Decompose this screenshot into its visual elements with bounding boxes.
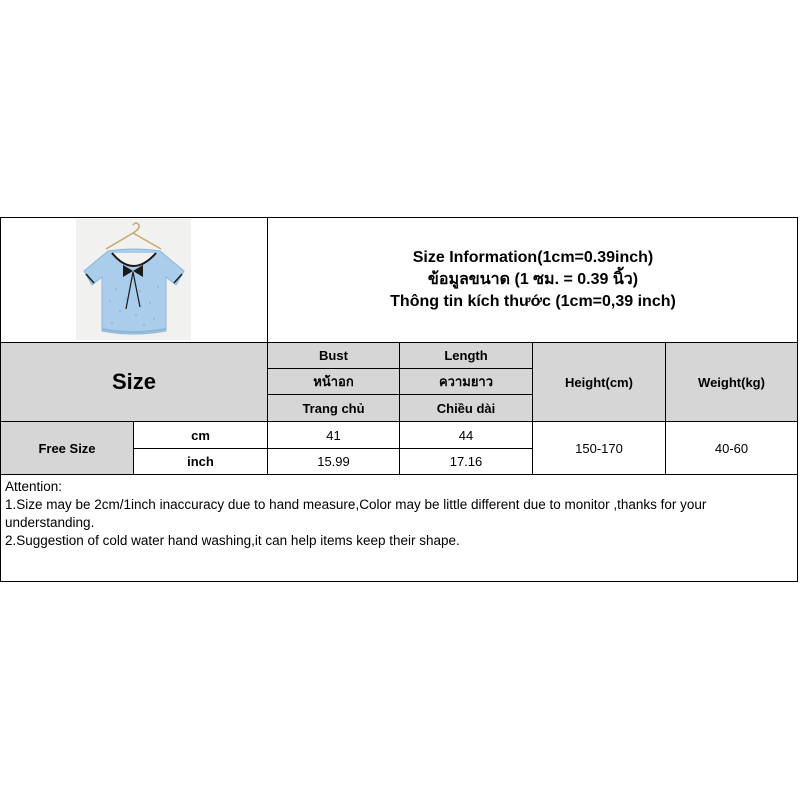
length-label-en: Length <box>444 348 488 363</box>
bust-label-en: Bust <box>319 348 348 363</box>
free-size-label <box>0 421 134 475</box>
weight-header <box>665 342 798 422</box>
attention-notes <box>0 474 798 582</box>
bust-header-vi <box>267 394 400 422</box>
length-header-th <box>399 368 533 395</box>
bust-header-en <box>267 342 400 369</box>
bust-inch-value <box>267 448 400 475</box>
weight-label: Weight(kg) <box>698 374 765 390</box>
length-cm-text: 44 <box>458 427 474 443</box>
length-inch-text: 17.16 <box>449 454 483 469</box>
bust-label-vi: Trang chủ <box>302 400 365 416</box>
bust-label-th: หน้าอก <box>313 374 354 389</box>
length-cm-value <box>399 421 533 449</box>
bust-header-th <box>267 368 400 395</box>
length-inch-value <box>399 448 533 475</box>
attention-note-1: 1.Size may be 2cm/1inch inaccuracy due to hand measure,Color may be little different due to monitor ,thanks for your understanding. <box>5 497 707 530</box>
title-thai: ข้อมูลขนาด (1 ซม. = 0.39 นิ้ว) <box>427 270 639 288</box>
title-english: Size Information(1cm=0.39inch) <box>412 248 654 266</box>
length-label-vi: Chiều dài <box>436 400 496 416</box>
weight-range-text: 40-60 <box>714 440 749 456</box>
height-header <box>532 342 666 422</box>
attention-note-2: 2.Suggestion of cold water hand washing,it can help items keep their shape. <box>5 533 460 548</box>
title-vietnamese: Thông tin kích thước (1cm=0,39 inch) <box>390 292 676 310</box>
unit-inch-text: inch <box>187 454 214 469</box>
height-range-text: 150-170 <box>575 440 623 456</box>
bust-cm-value <box>267 421 400 449</box>
unit-cm-text: cm <box>191 427 210 443</box>
unit-cm-label <box>133 421 268 449</box>
length-header-vi <box>399 394 533 422</box>
weight-range-value <box>665 421 798 475</box>
free-size-text: Free Size <box>38 440 96 456</box>
height-label: Height(cm) <box>565 374 633 390</box>
length-label-th: ความยาว <box>438 374 494 389</box>
size-header <box>0 342 268 422</box>
length-header-en <box>399 342 533 369</box>
unit-inch-label <box>133 448 268 475</box>
size-information-title <box>268 217 798 342</box>
bust-cm-text: 41 <box>326 427 341 443</box>
bust-inch-text: 15.99 <box>317 454 350 469</box>
attention-heading: Attention: <box>5 479 63 494</box>
size-header-label: Size <box>111 369 157 394</box>
height-range-value <box>532 421 666 475</box>
product-photo <box>76 219 191 340</box>
